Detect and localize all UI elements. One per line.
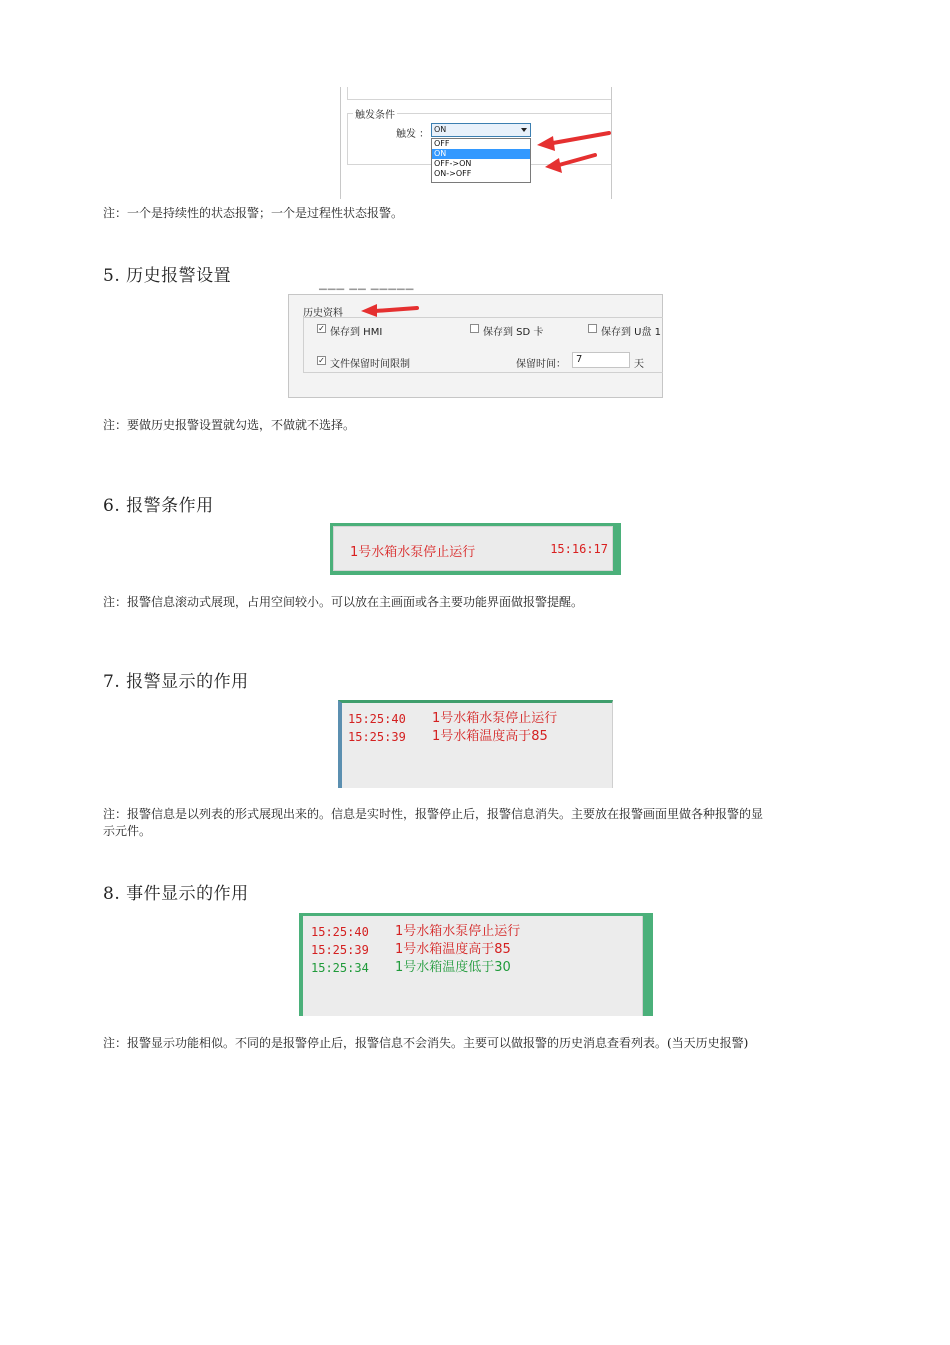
alarm-row-time: 15:25:39 xyxy=(348,730,406,744)
trigger-option-off-to-on[interactable]: OFF->ON xyxy=(434,159,472,168)
note-alarm-display-line2: 示元件。 xyxy=(103,824,152,838)
save-sd-label: 保存到 SD 卡 xyxy=(483,327,544,338)
note-alarm-bar: 注：报警信息滚动式展现，占用空间较小。可以放在主画面或各主要功能界面做报警提醒。 xyxy=(103,595,584,609)
save-hmi-label: 保存到 HMI xyxy=(330,327,383,338)
event-display-panel xyxy=(303,916,643,1016)
trigger-option-on-to-off[interactable]: ON->OFF xyxy=(434,169,472,178)
panel-top-edge xyxy=(347,87,611,100)
note-trigger: 注：一个是持续性的状态报警；一个是过程性状态报警。 xyxy=(103,206,404,220)
alarm-bar-message: 1号水箱水泵停止运行 xyxy=(350,545,476,560)
alarm-bar-screenshot xyxy=(330,523,621,575)
trigger-select[interactable] xyxy=(431,123,531,137)
alarm-bar-panel xyxy=(333,526,613,571)
trigger-select-value: ON xyxy=(434,125,447,134)
red-arrow-icon xyxy=(359,301,419,317)
clipped-text-bar: ▔▔▔ ▔▔ ▔▔▔▔▔ xyxy=(319,290,415,301)
note-event-display: 注：报警显示功能相似。不同的是报警停止后，报警信息不会消失。主要可以做报警的历史消息查看列表。(当天历史报警) xyxy=(103,1036,749,1050)
event-row-message: 1号水箱水泵停止运行 xyxy=(395,924,521,939)
save-usb-label: 保存到 U盘 1 xyxy=(601,327,662,338)
alarm-display-screenshot xyxy=(338,700,613,788)
limit-retention-checkbox[interactable]: ✓ xyxy=(318,356,325,365)
trigger-label: 触发 ： xyxy=(396,129,430,140)
trigger-option-on[interactable]: ON xyxy=(432,149,530,159)
alarm-row-time: 15:25:40 xyxy=(348,712,406,726)
history-settings-screenshot xyxy=(288,290,663,398)
retention-unit-label: 天 xyxy=(634,359,644,370)
event-row-time: 15:25:34 xyxy=(311,961,369,975)
alarm-row-message: 1号水箱水泵停止运行 xyxy=(432,711,558,726)
event-row-message: 1号水箱温度低于30 xyxy=(395,960,511,975)
note-alarm-display-line1: 注：报警信息是以列表的形式展现出来的。信息是实时性，报警停止后，报警信息消失。主要放在报警画面里做各种报警的显 xyxy=(103,807,764,821)
trigger-group-title: 触发条件 xyxy=(353,106,397,121)
red-arrow-icons xyxy=(531,129,611,179)
retention-time-label: 保留时间： xyxy=(516,359,566,370)
event-row-time: 15:25:39 xyxy=(311,943,369,957)
limit-retention-label: 文件保留时间限制 xyxy=(330,359,410,370)
save-usb-checkbox[interactable] xyxy=(588,324,597,333)
event-row-message: 1号水箱温度高于85 xyxy=(395,942,511,957)
note-history: 注：要做历史报警设置就勾选，不做就不选择。 xyxy=(103,418,356,432)
chevron-down-icon[interactable] xyxy=(521,128,527,132)
retention-days-input[interactable]: 7 xyxy=(572,352,630,368)
heading-alarm-bar: 6. 报警条作用 xyxy=(103,496,214,516)
trigger-condition-screenshot xyxy=(340,87,612,199)
trigger-option-off[interactable]: OFF xyxy=(434,139,450,148)
save-hmi-checkbox[interactable]: ✓ xyxy=(318,324,325,333)
alarm-row-message: 1号水箱温度高于85 xyxy=(432,729,548,744)
heading-alarm-display: 7. 报警显示的作用 xyxy=(103,672,249,692)
heading-history-alarm: 5. 历史报警设置 xyxy=(103,266,232,286)
event-row-time: 15:25:40 xyxy=(311,925,369,939)
event-display-screenshot xyxy=(299,913,653,1016)
history-group-title: 历史资料 xyxy=(303,308,343,319)
alarm-bar-time: 15:16:17 xyxy=(550,542,608,556)
save-sd-checkbox[interactable] xyxy=(470,324,479,333)
trigger-options-list xyxy=(431,138,531,183)
heading-event-display: 8. 事件显示的作用 xyxy=(103,884,249,904)
